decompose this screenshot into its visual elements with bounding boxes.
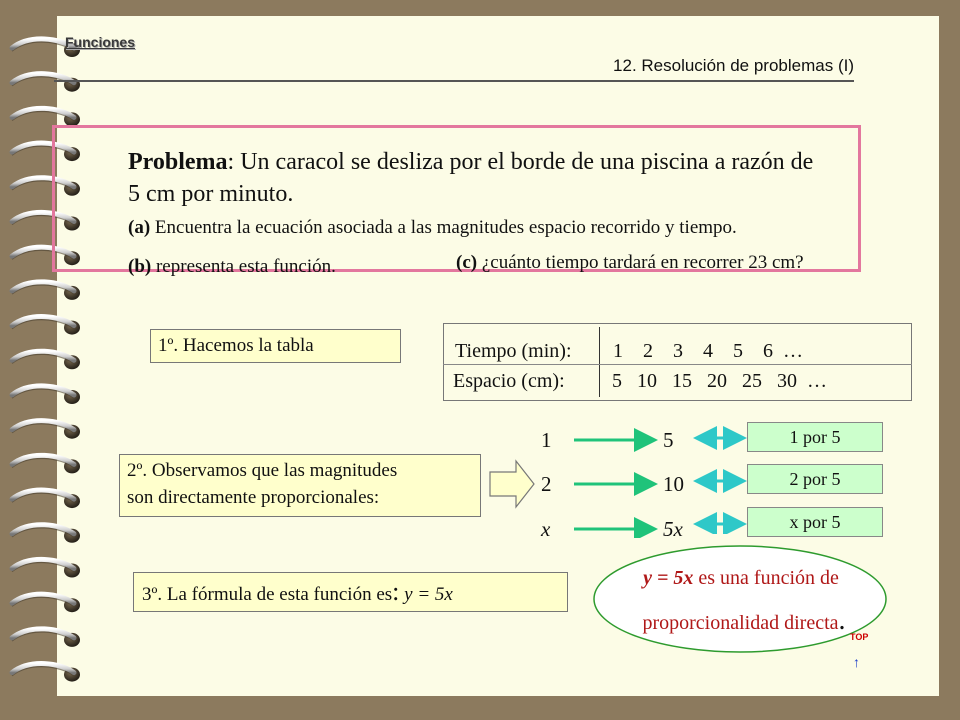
spiral-ring-icon <box>12 525 80 543</box>
spiral-ring-icon <box>12 282 80 300</box>
prop-left-2: 2 <box>541 472 552 496</box>
table-column-divider <box>599 327 600 397</box>
section-link-funciones[interactable]: Funciones <box>65 34 136 50</box>
prop-left-x: x <box>541 517 551 541</box>
spiral-ring-icon <box>12 455 80 473</box>
spiral-ring-icon <box>12 629 80 647</box>
step3-colon: : <box>392 577 400 606</box>
problem-part-a <box>128 217 737 239</box>
problem-line1 <box>128 149 813 176</box>
page-subtitle: 12. Resolución de problemas (I) <box>613 56 854 75</box>
spiral-ring-icon <box>12 664 80 682</box>
spiral-ring-icon <box>12 490 80 508</box>
part-c-text: ¿cuánto tiempo tardará en recorrer 23 cm? <box>477 252 804 273</box>
step1-label: 1º. Hacemos la tabla <box>158 335 314 356</box>
step2-line2: son directamente proporcionales: <box>127 487 380 508</box>
step3-line <box>142 577 453 606</box>
conclusion-line2-text: proporcionalidad directa <box>642 612 839 634</box>
problem-statement-line2: 5 cm por minuto. <box>128 181 294 207</box>
spiral-ring-icon <box>12 386 80 404</box>
prop-right-2: 10 <box>663 472 684 496</box>
step2-line1: 2º. Observamos que las magnitudes <box>127 460 398 481</box>
part-b-text: representa esta función. <box>151 256 336 277</box>
factor-box-2: 2 por 5 <box>747 464 883 494</box>
conclusion-line1 <box>626 567 856 590</box>
spiral-ring-icon <box>12 351 80 369</box>
top-button[interactable]: TOP <box>850 632 869 642</box>
step3-formula: y = 5x <box>399 584 453 605</box>
part-c-label: (c) <box>456 252 478 273</box>
table-row1-values: 1 2 3 4 5 6 … <box>613 340 803 362</box>
table-row-divider <box>443 364 912 365</box>
up-arrow-icon[interactable]: ↑ <box>853 656 860 671</box>
block-arrow-icon <box>488 459 536 509</box>
conclusion-line1-rest: es una función de <box>693 567 839 589</box>
conclusion-ellipse <box>592 544 888 654</box>
table-row2-label: Espacio (cm): <box>453 370 565 392</box>
problem-label: Problema <box>128 149 228 175</box>
double-arrows <box>692 424 750 534</box>
step3-label: 3º. La fórmula de esta función es <box>142 584 393 605</box>
prop-arrows <box>560 428 660 538</box>
spiral-ring-icon <box>12 108 80 126</box>
table-row2-values: 5 10 15 20 25 30 … <box>612 370 827 392</box>
prop-left-1: 1 <box>541 428 552 452</box>
problem-colon: : <box>227 149 235 175</box>
spiral-ring-icon <box>12 559 80 577</box>
conclusion-period: . <box>838 605 846 636</box>
conclusion-formula: y = 5x <box>643 567 694 589</box>
part-a-text: Encuentra la ecuación asociada a las magnitudes espacio recorrido y tiempo. <box>150 217 737 238</box>
problem-statement-line1: Un caracol se desliza por el borde de una piscina a razón de <box>234 149 814 175</box>
spiral-binding <box>0 0 100 720</box>
part-b-label: (b) <box>128 256 152 277</box>
factor-box-x: x por 5 <box>747 507 883 537</box>
part-a-label: (a) <box>128 217 151 238</box>
problem-part-c <box>456 252 804 274</box>
header-divider <box>54 80 854 82</box>
conclusion-line2 <box>619 605 869 637</box>
factor-box-1: 1 por 5 <box>747 422 883 452</box>
spiral-ring-icon <box>12 317 80 335</box>
spiral-ring-icon <box>12 421 80 439</box>
spiral-ring-icon <box>12 594 80 612</box>
table-row1-label: Tiempo (min): <box>455 340 572 362</box>
problem-part-b <box>128 256 336 278</box>
prop-right-1: 5 <box>663 428 674 452</box>
prop-right-x: 5x <box>663 517 683 541</box>
spiral-ring-icon <box>12 74 80 92</box>
